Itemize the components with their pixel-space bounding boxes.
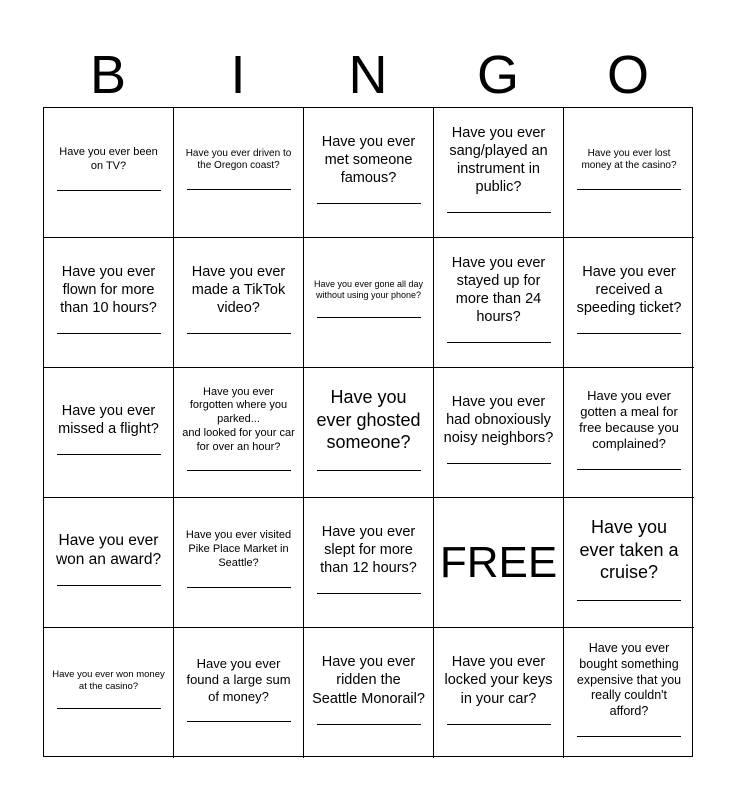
answer-line: [447, 342, 551, 343]
bingo-cell[interactable]: [564, 368, 694, 498]
bingo-cell[interactable]: [174, 498, 304, 628]
bingo-question: Have you ever ghosted someone?: [316, 387, 421, 453]
bingo-cell[interactable]: [434, 238, 564, 368]
bingo-question: Have you ever found a large sum of money?: [186, 656, 291, 704]
bingo-question: Have you ever gone all day without using your phone?: [313, 278, 424, 300]
bingo-question: Have you ever stayed up for more than 24 hours?: [451, 254, 546, 326]
bingo-question: Have you ever lost money at the casino?: [581, 147, 677, 171]
answer-line: [577, 189, 681, 190]
bingo-question: Have you ever visited Pike Place Market in Seattle?: [185, 529, 292, 569]
bingo-cell[interactable]: [44, 628, 174, 758]
bingo-question: Have you ever made a TikTok video?: [191, 263, 286, 317]
free-space-cell[interactable]: [434, 498, 564, 628]
answer-line: [187, 721, 291, 722]
bingo-question: Have you ever slept for more than 12 hours?: [320, 523, 417, 577]
bingo-question: Have you ever ridden the Seattle Monorail?: [312, 654, 425, 707]
bingo-question: Have you ever been on TV?: [59, 146, 158, 172]
bingo-cell[interactable]: [564, 108, 694, 238]
answer-line: [57, 585, 161, 586]
bingo-cell[interactable]: [44, 108, 174, 238]
bingo-question: Have you ever bought something expensive that you really couldn't afford?: [576, 641, 682, 718]
bingo-cell[interactable]: [434, 628, 564, 758]
bingo-cell[interactable]: [434, 368, 564, 498]
bingo-question: Have you ever missed a flight?: [58, 402, 159, 437]
header-letter-o: O: [606, 45, 649, 105]
bingo-cell[interactable]: [304, 628, 434, 758]
bingo-cell[interactable]: [304, 498, 434, 628]
answer-line: [317, 724, 421, 725]
bingo-question: Have you ever received a speeding ticket?: [576, 263, 682, 317]
header-letter-n: N: [348, 45, 388, 105]
bingo-question: Have you ever sang/played an instrument in public?: [449, 124, 548, 196]
bingo-question: Have you ever taken a cruise?: [579, 517, 679, 583]
answer-line: [317, 593, 421, 594]
bingo-question: Have you ever flown for more than 10 hours?: [60, 263, 157, 317]
bingo-grid: [43, 107, 693, 757]
answer-line: [57, 333, 161, 334]
answer-line: [57, 708, 161, 709]
header-letter-b: B: [89, 45, 127, 105]
answer-line: [317, 203, 421, 204]
bingo-question: Have you ever met someone famous?: [321, 133, 416, 187]
bingo-cell[interactable]: [304, 108, 434, 238]
answer-line: [447, 463, 551, 464]
answer-line: [447, 724, 551, 725]
bingo-cell[interactable]: [564, 628, 694, 758]
answer-line: [317, 317, 421, 318]
bingo-cell[interactable]: [44, 238, 174, 368]
bingo-cell[interactable]: [44, 498, 174, 628]
bingo-cell[interactable]: [174, 238, 304, 368]
bingo-question: Have you ever had obnoxiously noisy neighbors?: [443, 393, 554, 447]
bingo-question: Have you ever gotten a meal for free because you complained?: [579, 387, 679, 452]
header-letter-g: G: [476, 45, 519, 105]
bingo-cell[interactable]: [304, 238, 434, 368]
answer-line: [57, 190, 161, 191]
bingo-cell[interactable]: [434, 108, 564, 238]
bingo-cell[interactable]: [174, 368, 304, 498]
answer-line: [577, 736, 681, 737]
answer-line: [57, 454, 161, 455]
bingo-header: [43, 42, 693, 108]
answer-line: [187, 470, 291, 471]
bingo-cell[interactable]: [564, 498, 694, 628]
bingo-question: Have you ever won money at the casino?: [52, 668, 165, 692]
answer-line: [317, 470, 421, 471]
bingo-question: Have you ever forgotten where you parked... and looked for your car for over an hour?: [182, 385, 295, 453]
answer-line: [577, 333, 681, 334]
bingo-cell[interactable]: [174, 108, 304, 238]
answer-line: [187, 333, 291, 334]
answer-line: [577, 600, 681, 601]
answer-line: [447, 212, 551, 213]
bingo-cell[interactable]: [174, 628, 304, 758]
header-letter-i: I: [230, 45, 246, 105]
bingo-cell[interactable]: [44, 368, 174, 498]
bingo-cell[interactable]: [564, 238, 694, 368]
bingo-question: Have you ever won an award?: [55, 531, 162, 568]
bingo-cell[interactable]: [304, 368, 434, 498]
answer-line: [187, 587, 291, 588]
answer-line: [577, 469, 681, 470]
answer-line: [187, 189, 291, 190]
bingo-question: Have you ever locked your keys in your car?: [444, 654, 553, 707]
free-space-label: FREE: [439, 537, 558, 587]
bingo-question: Have you ever driven to the Oregon coast?: [185, 147, 292, 171]
